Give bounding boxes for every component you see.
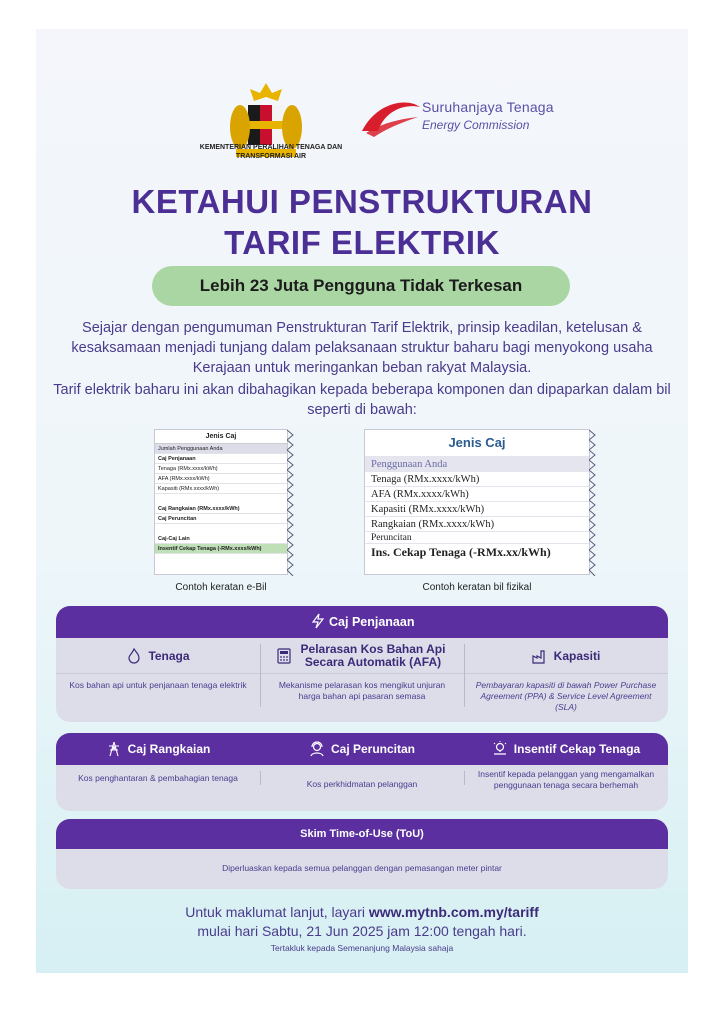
pbill-eei-row: Ins. Cekap Tenaga (-RMx.xx/kWh) <box>365 543 589 560</box>
component-desc: Mekanisme pelarasan kos mengikut unjuran harga bahan api pasaran semasa <box>278 680 446 701</box>
intro-paragraph: Sejajar dengan pengumuman Penstrukturan Tarif Elektrik, prinsip keadilan, ketelusan & kesaksamaan menjadi tunjang dalam pelaksanaan struktur baharu bagi menyokong usaha Kerajaan untuk meringankan beban rakyat Malaysia. <box>71 320 653 376</box>
pbill-afa-row: AFA (RMx.xxxx/kWh) <box>365 486 589 501</box>
tou-desc: Diperluaskan kepada semua pelanggan dengan pemasangan meter pintar <box>222 863 502 873</box>
lightning-icon <box>310 613 326 629</box>
other-charges-panel <box>56 733 668 811</box>
component-capacity <box>464 638 668 713</box>
physical-bill-caption: Contoh keratan bil fizikal <box>422 582 532 593</box>
poster <box>36 29 688 973</box>
flame-icon <box>126 648 142 664</box>
pbill-network-row: Rangkaian (RMx.xxxx/kWh) <box>365 516 589 531</box>
highlight-banner: Lebih 23 Juta Pengguna Tidak Terkesan <box>152 266 570 306</box>
eei-header <box>464 733 668 765</box>
torn-edge <box>589 430 597 576</box>
generation-panel-header <box>56 606 668 638</box>
component-title: Tenaga <box>148 648 190 663</box>
component-title: Insentif Cekap Tenaga <box>513 742 641 756</box>
footer-note: Tertakluk kepada Semenanjung Malaysia sahaja <box>270 943 454 953</box>
tou-panel <box>56 819 668 889</box>
ebill-usage-row: Jumlah Penggunaan Anda <box>155 444 287 454</box>
calculator-icon <box>276 648 292 664</box>
ebill-network-row: Caj Rangkaian (RMx.xxxx/kWh) <box>155 504 287 514</box>
component-title: Caj Rangkaian <box>127 742 211 756</box>
component-desc: Kos perkhidmatan pelanggan <box>306 779 418 789</box>
pbill-energy-row: Tenaga (RMx.xxxx/kWh) <box>365 471 589 486</box>
commission-name: Suruhanjaya Tenaga <box>422 99 554 115</box>
tou-title: Skim Time-of-Use (ToU) <box>56 819 668 849</box>
generation-charges-panel <box>56 606 668 722</box>
ebill-capacity-row: Kapasiti (RMx.xxxx/kWh) <box>155 484 287 494</box>
factory-icon <box>532 648 548 664</box>
footer-date: mulai hari Sabtu, 21 Jun 2025 jam 12:00 tengah hari. <box>197 923 527 939</box>
ebill-retail-row: Caj Peruncitan <box>155 514 287 524</box>
ebill-sample <box>154 429 288 575</box>
component-afa <box>260 638 464 713</box>
component-desc: Kos bahan api untuk penjanaan tenaga elektrik <box>69 680 247 690</box>
ministry-name: KEMENTERIAN PERALIHAN TENAGA DAN TRANSFORMASI AIR <box>199 144 343 160</box>
component-energy <box>56 638 260 713</box>
component-title: Kapasiti <box>553 648 601 663</box>
network-header <box>56 733 260 765</box>
ebill-others-row: Caj-Caj Lain <box>155 534 287 544</box>
ebill-energy-row: Tenaga (RMx.xxxx/kWh) <box>155 464 287 474</box>
pbill-usage-row: Penggunaan Anda <box>365 456 589 471</box>
ebill-caption: Contoh keratan e-Bil <box>175 582 267 593</box>
main-title-line1: KETAHUI PENSTRUKTURAN <box>131 183 593 220</box>
footer-info <box>36 903 688 941</box>
ebill-generation-row: Caj Penjanaan <box>155 454 287 464</box>
ebill-eei-row: Insentif Cekap Tenaga (-RMx.xxxx/kWh) <box>155 544 287 554</box>
component-title: Caj Peruncitan <box>330 742 416 756</box>
physical-bill-sample <box>364 429 590 575</box>
ebill-header: Jenis Caj <box>155 430 287 444</box>
retail-header <box>260 733 464 765</box>
generation-panel-title: Caj Penjanaan <box>329 615 415 629</box>
component-desc: Pembayaran kapasiti di bawah Power Purchase Agreement (PPA) & Service Level Agreement (SLA) <box>475 680 657 712</box>
pylon-icon <box>106 741 122 757</box>
ebill-afa-row: AFA (RMx.xxxx/kWh) <box>155 474 287 484</box>
main-title-line2: TARIF ELEKTRIK <box>224 224 500 261</box>
pbill-capacity-row: Kapasiti (RMx.xxxx/kWh) <box>365 501 589 516</box>
components-paragraph: Tarif elektrik baharu ini akan dibahagikan kepada beberapa komponen dan dipaparkan dalam bil seperti di bawah: <box>53 382 671 418</box>
pbill-header: Jenis Caj <box>448 435 506 450</box>
component-desc: Kos penghantaran & pembahagian tenaga <box>78 773 238 783</box>
bulb-hand-icon <box>492 741 508 757</box>
pbill-retail-row: Peruncitan <box>365 531 589 543</box>
component-title: Pelarasan Kos Bahan Api Secara Automatik (AFA) <box>300 641 446 669</box>
torn-edge <box>287 430 295 576</box>
component-desc: Insentif kepada pelanggan yang mengamalkan penggunaan tenaga secara berhemah <box>477 769 655 790</box>
customer-service-icon <box>309 741 325 757</box>
commission-subtitle: Energy Commission <box>422 118 530 132</box>
footer-link[interactable]: www.mytnb.com.my/tariff <box>368 904 539 920</box>
footer-prefix: Untuk maklumat lanjut, layari <box>185 904 369 920</box>
